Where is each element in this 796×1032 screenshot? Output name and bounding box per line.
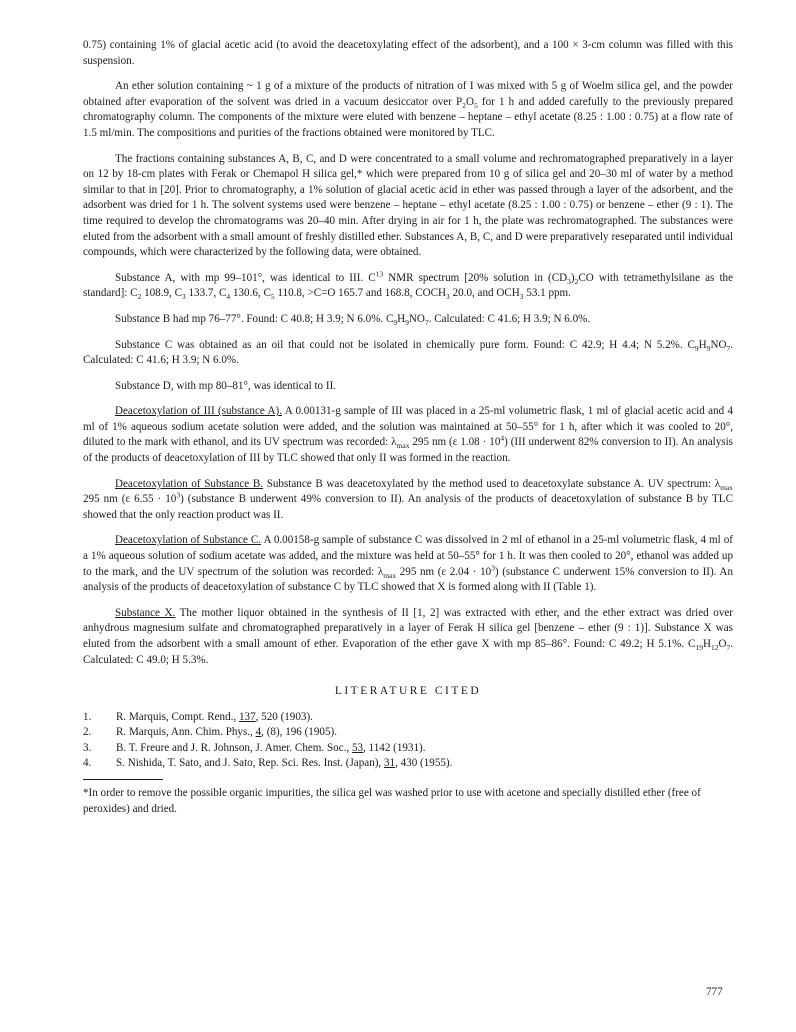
paragraph bbox=[83, 271, 733, 302]
reference-number: 1. bbox=[83, 710, 92, 723]
subscript: 3 bbox=[519, 292, 524, 302]
subscript: max bbox=[383, 570, 397, 580]
subscript: 7 bbox=[726, 643, 731, 653]
text-run: 295 nm (ε 2.04 · 10 bbox=[396, 565, 492, 578]
subscript: 19 bbox=[695, 643, 703, 653]
text-run: , 1142 (1931). bbox=[363, 741, 426, 754]
underlined-text: Deacetoxylation of Substance C. bbox=[115, 534, 262, 547]
paragraph bbox=[83, 152, 733, 261]
superscript: 3 bbox=[176, 490, 181, 500]
text-run: ) (substance B underwent 49% conversion to II). An analysis of the products of deacetoxylation of substance B by TLC showed that the only reaction product was II. bbox=[83, 493, 733, 521]
text-run: , 430 (1955). bbox=[395, 757, 453, 769]
text-run: 108.9, C bbox=[141, 287, 182, 300]
superscript: 3 bbox=[491, 562, 495, 572]
body-text bbox=[83, 38, 733, 668]
underlined-text: Deacetoxylation of Substance B. bbox=[115, 477, 264, 490]
text-run: , (8), 196 (1905). bbox=[261, 726, 337, 739]
paragraph bbox=[83, 404, 733, 466]
text-run: H bbox=[397, 312, 406, 325]
text-run: NO bbox=[710, 338, 727, 351]
text-run: ) bbox=[570, 271, 575, 284]
text-run: , 520 (1903). bbox=[255, 710, 313, 723]
underlined-text: 137 bbox=[238, 710, 256, 723]
underlined-text: 4 bbox=[255, 726, 262, 739]
text-run: NMR spectrum [20% solution in (CD bbox=[383, 271, 568, 284]
text-run: for 1 h and added carefully to the previously prepared chromatography column. The components of the mixture were eluted with benzene – heptane – ethyl acetate (8.25 : 1.00 : 0.75) at a flow rate of 1.5 ml/min. The compositions and purities of the fractions obtained were monitored by TLC. bbox=[83, 95, 733, 139]
reference-number: 3. bbox=[83, 741, 92, 754]
text-run: . Calculated: C 49.0; H 5.3%. bbox=[83, 638, 733, 666]
subscript: 9 bbox=[694, 343, 699, 353]
text-run: Substance B was deacetoxylated by the method used to deacetoxylate substance A. UV spectrum: λ bbox=[263, 477, 721, 490]
page-number: 777 bbox=[706, 986, 723, 998]
footnote-rule bbox=[83, 779, 163, 780]
footnote: *In order to remove the possible organic impurities, the silica gel was washed prior to use with acetone and specially distilled ether (free of peroxides) and dried. bbox=[83, 787, 701, 815]
subscript: 3 bbox=[446, 292, 450, 302]
text-run: . Calculated: C 41.6; H 3.9; N 6.0%. bbox=[428, 312, 591, 325]
subscript: 9 bbox=[393, 318, 398, 328]
reference-text bbox=[116, 710, 313, 725]
text-run: Substance D, with mp 80–81°, was identical to II. bbox=[115, 379, 337, 392]
text-run: Substance A, with mp 99–101°, was identical to III. C bbox=[115, 271, 376, 284]
text-run: An ether solution containing ~ 1 g of a mixture of the products of nitration of I was mixed with 5 g of Woelm silica gel, and the powder obtained after evaporation of the solvent was dried in a vacuum desiccator over P bbox=[83, 80, 733, 108]
literature-heading: LITERATURE CITED bbox=[334, 685, 482, 698]
text-run: 0.75) containing 1% of glacial acetic acid (to avoid the deacetoxylating effect of the adsorbent), and a 100 × 3-cm column was filled with this suspension. bbox=[83, 39, 733, 67]
text-run: O bbox=[718, 638, 727, 650]
reference-text bbox=[116, 725, 337, 740]
subscript: 9 bbox=[405, 318, 409, 328]
reference-item bbox=[83, 756, 733, 771]
text-run: S. Nishida, T. Sato, and J. Sato, Rep. Sci. Res. Inst. (Japan), bbox=[116, 757, 384, 769]
text-run: B. T. Freure and J. R. Johnson, J. Amer. Chem. Soc., bbox=[116, 741, 352, 754]
text-run: 53.1 ppm. bbox=[523, 287, 571, 300]
text-run: R. Marquis, Ann. Chim. Phys., bbox=[116, 726, 256, 739]
underlined-text: 53 bbox=[351, 741, 364, 754]
underlined-text: Deacetoxylation of III (substance A). bbox=[115, 405, 283, 418]
reference-item bbox=[83, 725, 733, 740]
text-run: . Calculated: C 41.6; H 3.9; N 6.0%. bbox=[83, 338, 733, 367]
text-run: 295 nm (ε 6.55 · 10 bbox=[83, 493, 177, 506]
text-run: CO with tetramethylsilane as the standard]: C bbox=[83, 271, 733, 300]
reference-number: 4. bbox=[83, 757, 92, 769]
paragraph bbox=[83, 312, 733, 328]
subscript: 3 bbox=[181, 292, 186, 302]
reference-number: 2. bbox=[83, 726, 92, 739]
text-run: O bbox=[465, 95, 474, 108]
text-run: H bbox=[698, 338, 707, 351]
superscript: 13 bbox=[375, 269, 384, 279]
text-run: Substance C was obtained as an oil that could not be isolated in chemically pure form. Found: C 42.9; H 4.4; N 5.2%. C bbox=[115, 338, 695, 351]
paragraph bbox=[83, 533, 733, 595]
superscript: 4 bbox=[500, 433, 505, 443]
paragraph bbox=[83, 338, 733, 369]
text-run: ) (III underwent 82% conversion to II). An analysis of the products of deacetoxylation of III by TLC showed that only II was formed in the reaction. bbox=[83, 436, 733, 465]
reference-list bbox=[83, 710, 733, 772]
subscript: max bbox=[396, 441, 410, 451]
text-run: 295 nm (ε 1.08 · 10 bbox=[409, 436, 501, 449]
underlined-text: 31 bbox=[383, 757, 396, 769]
subscript: 2 bbox=[574, 276, 579, 286]
text-run: The mother liquor obtained in the synthesis of II [1, 2] was extracted with ether, and the ether extract was dried over anhydrous magnesium sulfate and chromatographed preparatively in a layer of Ferak H silica gel [benzene – ether (9 : 1)]. Substance X was eluted from the adsorbent with a small amount of ether. Evaporation of the ether gave X with mp 85–86°. Found: C 49.2; H 5.1%. C bbox=[83, 606, 733, 650]
text-run: A 0.00131-g sample of III was placed in a 25-ml volumetric flask, 1 ml of glacial acetic acid and 4 ml of 1% aqueous sodium acetate solution were added, and the solution was maintained at 50–55° for 1 h, after which it was cooled to 20°, diluted to the mark with ethanol, and its UV spectrum was recorded: λ bbox=[83, 405, 733, 449]
paragraph bbox=[83, 38, 733, 69]
subscript: 12 bbox=[710, 643, 719, 653]
subscript: 4 bbox=[226, 292, 231, 302]
underlined-text: Substance X. bbox=[115, 606, 176, 619]
subscript: 9 bbox=[706, 343, 711, 353]
text-run: 133.7, C bbox=[185, 287, 227, 300]
reference-item bbox=[83, 710, 733, 725]
text-run: A 0.00158-g sample of substance C was dissolved in 2 ml of ethanol in a 25-ml volumetric flask, 4 ml of a 1% aqueous solution of sodium acetate was added, and the mixture was held at 50–55° for 1 h. It was then cooled to 20°, ethanol was added up to the mark, and the UV spectrum of the solution was recorded: λ bbox=[83, 534, 733, 578]
subscript: 7 bbox=[726, 343, 731, 353]
text-run: 110.8, >C=O 165.7 and 168.8, COCH bbox=[274, 287, 447, 300]
paragraph bbox=[83, 379, 733, 395]
subscript: max bbox=[720, 482, 733, 492]
text-run: R. Marquis, Compt. Rend., bbox=[116, 710, 239, 723]
subscript: 7 bbox=[424, 318, 429, 328]
paragraph bbox=[83, 477, 733, 524]
subscript: 5 bbox=[270, 292, 275, 302]
text-run: Substance B had mp 76–77°. Found: C 40.8; H 3.9; N 6.0%. C bbox=[115, 312, 394, 325]
reference-text bbox=[116, 741, 426, 756]
page-body bbox=[83, 38, 733, 828]
text-run: H bbox=[702, 638, 711, 650]
text-run: ) (substance C underwent 15% conversion to II). An analysis of the products of deacetoxylation of substance C by TLC showed that X is formed along with II (Table 1). bbox=[83, 565, 733, 594]
text-run: NO bbox=[408, 312, 425, 325]
text-run: The fractions containing substances A, B, C, and D were concentrated to a small volume and rechromatographed preparatively in a layer on 12 by 18-cm plates with Ferak or Chemapol H silica gel,* which were prepared from 10 g of silica gel and 20–30 ml of water by a method similar to that in [20]. Prior to chromatography, a 1% solution of glacial acetic acid in ether was passed through a layer of the adsorbent, and the adsorbent was dried for 1 h. The solvent systems used were benzene – heptane – ethyl acetate (8.25 : 1.00 : 0.75) or benzene – ether (9 : 1). The time required to develop the chromatograms was 20–40 min. After drying in air for 1 h, the plate was rechromatographed. The substances were eluted from the adsorbent with a small amount of freshly distilled ether. Substances A, B, C, and D were preparatively reseparated until individual compounds, which were characterized by the following data, were obtained. bbox=[83, 152, 733, 259]
subscript: 3 bbox=[567, 276, 571, 286]
text-run: 20.0, and OCH bbox=[449, 287, 520, 300]
subscript: 5 bbox=[473, 101, 478, 110]
reference-item bbox=[83, 741, 733, 756]
paragraph bbox=[83, 606, 733, 668]
subscript: 2 bbox=[137, 292, 142, 302]
paragraph bbox=[83, 79, 733, 141]
reference-text bbox=[116, 756, 452, 771]
subscript: 2 bbox=[462, 101, 466, 110]
text-run: 130.6, C bbox=[230, 287, 271, 300]
